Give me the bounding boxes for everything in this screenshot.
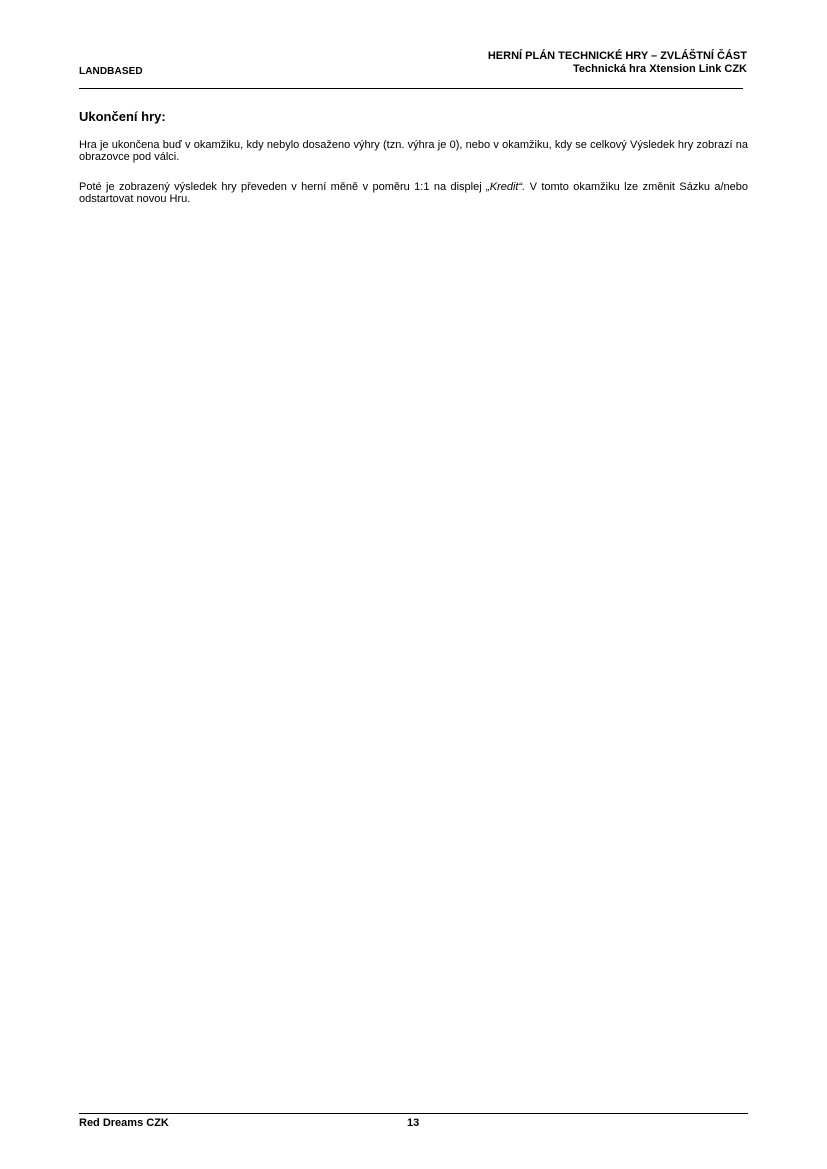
footer-divider (79, 1113, 748, 1114)
section-title: Ukončení hry: (79, 109, 166, 124)
paragraph-2-text-before: Poté je zobrazený výsledek hry převeden v herní měně v poměru 1:1 na displej (79, 181, 487, 193)
paragraph-1: Hra je ukončena buď v okamžiku, kdy nebylo dosaženo výhry (tzn. výhra je 0), nebo v okamžiku, kdy se celkový Výsledek hry zobrazí na obrazovce pod válci. (79, 139, 748, 163)
header-title-block (488, 50, 747, 76)
header-title-line1: HERNÍ PLÁN TECHNICKÉ HRY – ZVLÁŠTNÍ ČÁST (487, 50, 747, 62)
header-divider (79, 88, 743, 89)
header-title-line2: Technická hra Xtension Link CZK (573, 63, 747, 75)
paragraph-2 (79, 181, 748, 205)
paragraph-2-text-after: V tomto okamžiku lze změnit Sázku a/nebo odstartovat novou Hru. (79, 181, 748, 205)
paragraph-2-kredit: „Kredit“. (486, 181, 526, 193)
footer-left-label: Red Dreams CZK (79, 1117, 169, 1129)
page-number: 13 (407, 1117, 420, 1129)
header-left-label: LANDBASED (79, 66, 143, 77)
